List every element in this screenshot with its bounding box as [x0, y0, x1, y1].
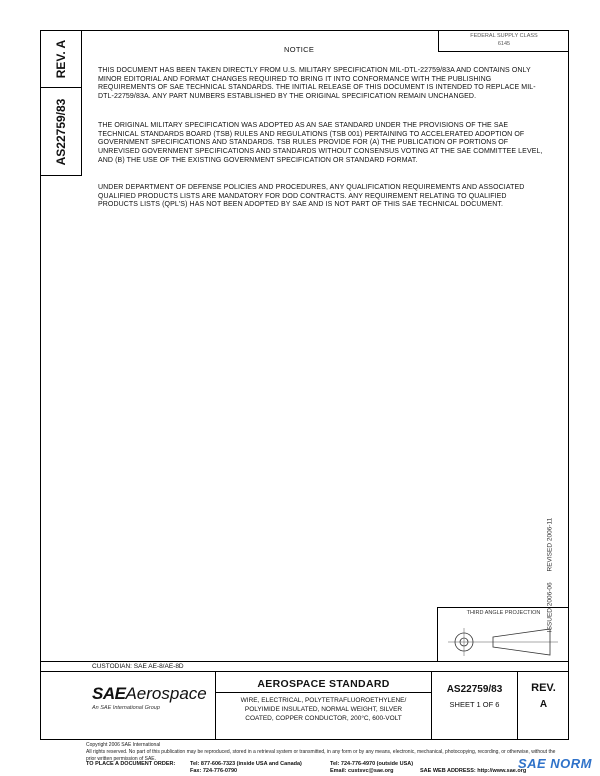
- description-line: COATED, COPPER CONDUCTOR, 200°C, 600-VOLT: [245, 715, 402, 722]
- third-angle-projection: [437, 607, 569, 661]
- footer-legal: [86, 742, 566, 763]
- logo-bold: SAE: [92, 684, 126, 703]
- side-doc-number-box: [40, 88, 82, 176]
- sae-norm-watermark: SAE NORM: [517, 756, 592, 771]
- notice-paragraph-2: THE ORIGINAL MILITARY SPECIFICATION WAS ADOPTED AS AN SAE STANDARD UNDER THE PROVISIONS OF THE SAE TECHNICAL STANDARDS BOARD (TSB) RULES AND REGULATIONS (TSB 001) PERTAINING TO ACCELERATED ADOPTION OF GOVERNMENT SPECIFICATIONS AND STANDARDS. TSB RULES PROVIDE FOR (A) THE PUBLICATION OF PORTIONS OF UNREVISED GOVERNMENT SPECIFICATIONS AND STANDARDS WITHOUT CONSENSUS VOTING AT THE SAE COMMITTEE LEVEL, AND (B) THE USE OF THE EXISTING GOVERNMENT SPECIFICATION OR STANDARD FORMAT.: [98, 122, 543, 164]
- revision-box-line-2: 6145: [497, 41, 511, 47]
- rev-value: A: [539, 699, 548, 710]
- revision-box-line-1: FEDERAL SUPPLY CLASS: [470, 33, 538, 39]
- copyright: Copyright 2006 SAE International: [86, 742, 161, 748]
- notice-paragraph-3: UNDER DEPARTMENT OF DEFENSE POLICIES AND PROCEDURES, ANY QUALIFICATION REQUIREMENTS AND ASSOCIATED QUALIFIED PRODUCTS LISTS ARE MANDATORY FOR DOD CONTRACTS. ANY REQUIREMENT RELATING TO QUALIFIED PRODUCTS LISTS (QPL'S) HAS NOT BEEN ADOPTED BY SAE AND IS NOT PART OF THIS SAE TECHNICAL DOCUMENT.: [98, 184, 525, 209]
- description-cell: [216, 672, 432, 740]
- tel-intl: Tel: 724-776-4970 (outside USA): [330, 761, 414, 767]
- logo-tagline: An SAE International Group: [92, 705, 160, 711]
- logo-cell: [40, 672, 216, 740]
- description-line: WIRE, ELECTRICAL, POLYTETRAFLUOROETHYLENE/: [240, 697, 407, 704]
- tel-us: Tel: 877-606-7323 (inside USA and Canada): [190, 761, 302, 767]
- sheet-number: SHEET 1 OF 6: [449, 700, 500, 709]
- revised-date: REVISED 2006-11: [546, 517, 554, 572]
- projection-symbol-icon: [438, 618, 570, 662]
- doc-number-cell: [432, 672, 518, 740]
- custodian: CUSTODIAN: SAE AE-8/AE-8D: [40, 661, 569, 672]
- rev-cell: [518, 672, 569, 740]
- email: Email: custsvc@sae.org: [330, 768, 394, 774]
- side-rev-text: [55, 39, 67, 77]
- notice-title: NOTICE: [284, 45, 315, 54]
- standard-description: [216, 696, 431, 723]
- logo-text: Aerospace: [125, 684, 207, 703]
- sae-aerospace-logo: [92, 684, 207, 704]
- heading-divider: [216, 692, 431, 693]
- revision-box: [438, 30, 569, 52]
- doc-number: AS22759/83: [446, 684, 503, 695]
- order-label: TO PLACE A DOCUMENT ORDER:: [86, 761, 176, 767]
- side-rev-label: REV.: [53, 50, 68, 78]
- rev-label: REV.: [531, 682, 556, 694]
- issued-date: ISSUED 2006-06: [546, 582, 554, 633]
- notice-paragraph-1: THIS DOCUMENT HAS BEEN TAKEN DIRECTLY FROM U.S. MILITARY SPECIFICATION MIL-DTL-22759/83A AND CONTAINS ONLY MINOR EDITORIAL AND FORMAT CHANGES REQUIRED TO BRING IT INTO CONFORMANCE WITH THE PUBLISHING REQUIREMENTS OF SAE TECHNICAL STANDARDS. THE INITIAL RELEASE OF THIS DOCUMENT IS INTENDED TO REPLACE MIL-DTL-22759/83A. ANY PART NUMBERS ESTABLISHED BY THE ORIGINAL SPECIFICATION REMAIN UNCHANGED.: [98, 67, 536, 101]
- side-rev-box: [40, 30, 82, 88]
- side-doc-number: AS22759/83: [53, 98, 68, 165]
- fax: Fax: 724-776-0790: [190, 768, 238, 774]
- description-line: POLYIMIDE INSULATED, NORMAL WEIGHT, SILVER: [244, 706, 403, 713]
- web-address[interactable]: SAE WEB ADDRESS: http://www.sae.org: [420, 768, 527, 774]
- rights-notice: All rights reserved. No part of this publication may be reproduced, stored in a retrieval system or transmitted, in any form or by any means, electronic, mechanical, photocopying, recording, or otherwise, without the prior written permission of SAE.: [86, 749, 556, 762]
- projection-label: THIRD ANGLE PROJECTION: [466, 610, 541, 616]
- standard-heading: AEROSPACE STANDARD: [257, 678, 390, 690]
- side-rev-value: A: [53, 39, 68, 48]
